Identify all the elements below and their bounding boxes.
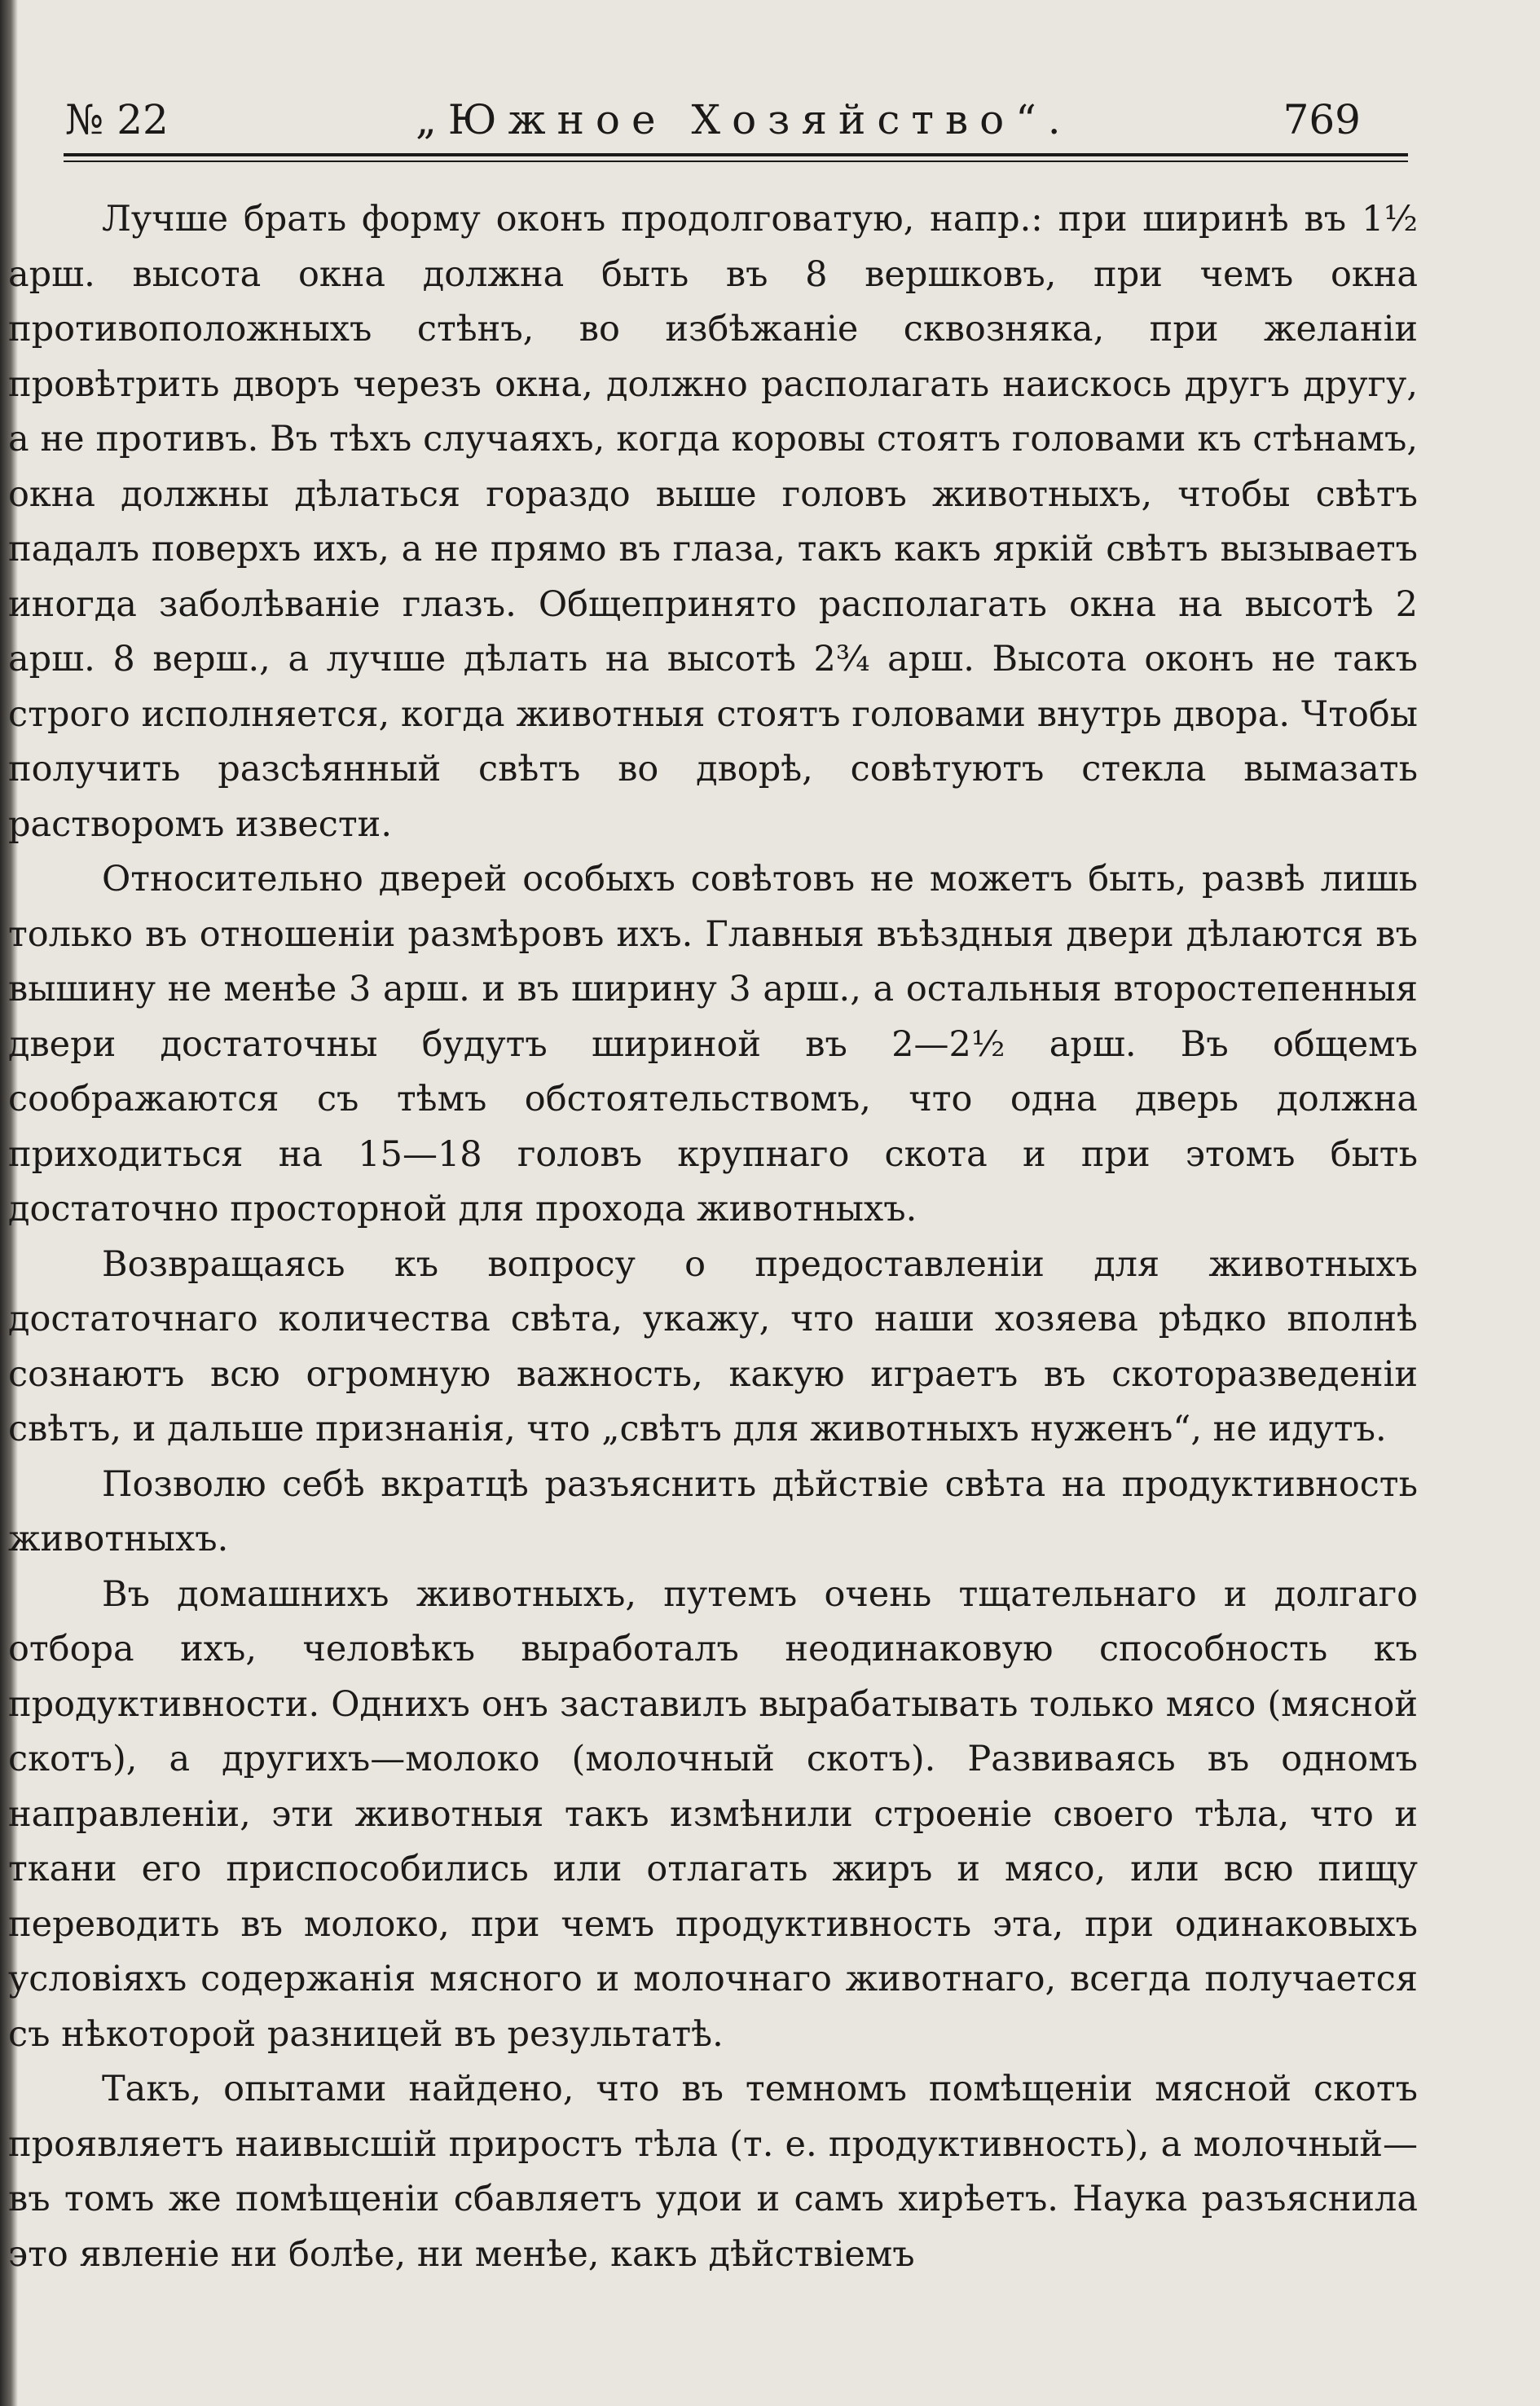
header-rule-thick	[64, 153, 1408, 156]
paragraph-doors: Относительно дверей особыхъ совѣтовъ не можетъ быть, развѣ лишь только въ отношеніи размѣровъ ихъ. Главныя въѣздныя двери дѣлаются въ вышину не менѣе 3 арш. и въ ширину 3 арш., а остальныя второстепенныя двери достаточны будутъ шириной въ 2—2½ арш. Въ общемъ соображаются съ тѣмъ обстоятельствомъ, что одна дверь должна приходиться на 15—18 головъ крупнаго скота и при этомъ быть достаточно просторной для прохода животныхъ.	[8, 859, 1418, 1229]
page-number: 769	[1283, 96, 1361, 143]
paragraph-windows: Лучше брать форму оконъ продолговатую, напр.: при ширинѣ въ 1½ арш. высота окна должна быть въ 8 вершковъ, при чемъ окна противоположныхъ стѣнъ, во избѣжаніе сквозняка, при желаніи провѣтрить дворъ черезъ окна, должно располагать наискось другъ другу, а не противъ. Въ тѣхъ случаяхъ, когда коровы стоятъ головами къ стѣнамъ, окна должны дѣлаться гораздо выше головъ животныхъ, чтобы свѣтъ падалъ поверхъ ихъ, а не прямо въ глаза, такъ какъ яркій свѣтъ вызываетъ иногда заболѣваніе глазъ. Общепринято располагать окна на высотѣ 2 арш. 8 верш., а лучше дѣлать на высотѣ 2¾ арш. Высота оконъ не такъ строго исполняется, когда животныя стоятъ головами внутрь двора. Чтобы получить разсѣянный свѣтъ во дворѣ, совѣтуютъ стекла вымазать растворомъ извести.	[8, 199, 1418, 845]
header-rule-thin	[64, 161, 1408, 162]
issue-number: № 22	[65, 96, 169, 143]
running-header	[65, 96, 1401, 153]
paragraph-domestic-animals: Въ домашнихъ животныхъ, путемъ очень тщательнаго и долгаго отбора ихъ, человѣкъ выработалъ неодинаковую способность къ продуктивности. Однихъ онъ заставилъ вырабатывать только мясо (мясной скотъ), а другихъ—молоко (молочный скотъ). Развиваясь въ одномъ направленіи, эти животныя такъ измѣнили строеніе своего тѣла, что и ткани его приспособились или отлагать жиръ и мясо, или всю пищу переводить въ молоко, при чемъ продуктивность эта, при одинаковыхъ условіяхъ содержанія мясного и молочнаго животнаго, всегда получается съ нѣкоторой разницей въ результатѣ.	[8, 1573, 1418, 2055]
paragraph-experiments: Такъ, опытами найдено, что въ темномъ помѣщеніи мясной скотъ проявляетъ наивысшій приростъ тѣла (т. е. продуктивность), а молочный—въ томъ же помѣщеніи сбавляетъ удои и самъ хирѣетъ. Наука разъяснила это явленіе ни болѣе, ни менѣе, какъ дѣйствіемъ	[8, 2069, 1418, 2275]
journal-title: „Южное Хозяйство“.	[416, 96, 1072, 143]
body-text	[8, 192, 1418, 2282]
paragraph-light-effect: Позволю себѣ вкратцѣ разъяснить дѣйствіе свѣта на продуктивность животныхъ.	[8, 1463, 1418, 1559]
paragraph-light-importance: Возвращаясь къ вопросу о предоставленіи для животныхъ достаточнаго количества свѣта, укажу, что наши хозяева рѣдко вполнѣ сознаютъ всю огромную важность, какую играетъ въ скотоpазведеніи свѣтъ, и дальше признанія, что „свѣтъ для животныхъ нуженъ“, не идутъ.	[8, 1243, 1418, 1449]
